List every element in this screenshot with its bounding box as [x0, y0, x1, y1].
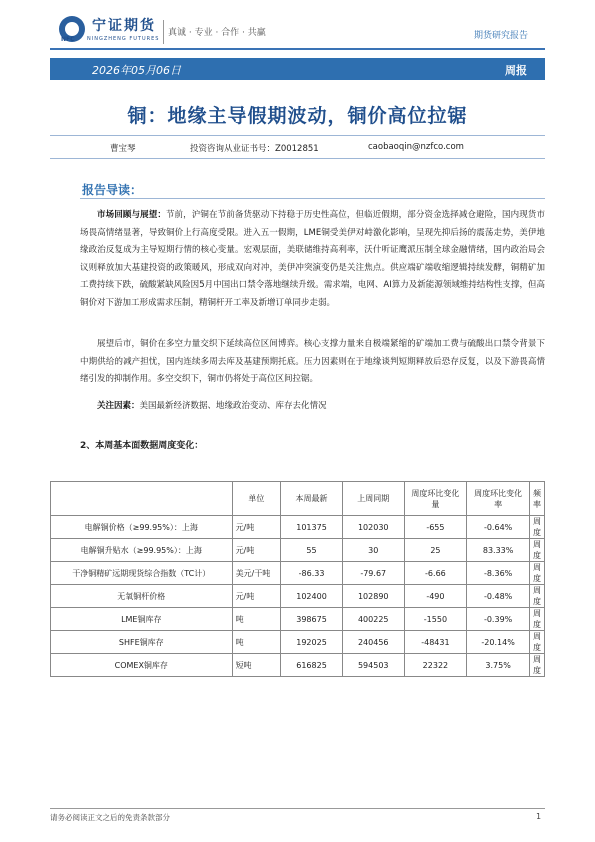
table-cell: -0.39%	[467, 608, 530, 631]
author-line	[50, 135, 545, 159]
table-cell: 616825	[281, 654, 343, 677]
table-cell: -6.66	[404, 562, 467, 585]
table-cell: 22322	[404, 654, 467, 677]
report-kind: 周报	[505, 64, 527, 77]
focus-text: 美国最新经济数据、地缘政治变动、库存去化情况	[139, 401, 327, 411]
report-title: 铜：地缘主导假期波动，铜价高位拉锯	[127, 105, 468, 127]
company-name-en: NINGZHENG FUTURES	[87, 36, 160, 42]
table-cell: 3.75%	[467, 654, 530, 677]
report-date: 2026年05月06日	[92, 64, 181, 77]
header-rule	[50, 48, 545, 50]
table-cell: -20.14%	[467, 631, 530, 654]
author-name: 曹宝琴	[110, 144, 136, 154]
table-cell: 美元/干吨	[232, 562, 281, 585]
table-cell: 83.33%	[467, 539, 530, 562]
header-divider	[163, 20, 164, 44]
header-cell: 上周同期	[342, 482, 404, 516]
table-cell: -8.36%	[467, 562, 530, 585]
table-cell: 102400	[281, 585, 343, 608]
table-cell: 元/吨	[232, 585, 281, 608]
table-cell: 周度	[530, 608, 545, 631]
header-cell: 周度环比变化率	[467, 482, 530, 516]
table-cell: 元/吨	[232, 539, 281, 562]
table-row	[51, 539, 545, 562]
table-cell: -79.67	[342, 562, 404, 585]
header-cell: 周度环比变化量	[404, 482, 467, 516]
table-cell: 周度	[530, 654, 545, 677]
table-cell: 192025	[281, 631, 343, 654]
header-cell: 本周最新	[281, 482, 343, 516]
table-cell: 周度	[530, 585, 545, 608]
table-row	[51, 516, 545, 539]
intro-heading: 报告导读：	[82, 183, 143, 197]
table-cell: -48431	[404, 631, 467, 654]
page-number: 1	[536, 812, 542, 821]
row-label-cell: SHFE铜库存	[51, 631, 233, 654]
table-cell: -0.64%	[467, 516, 530, 539]
date-bar	[50, 58, 545, 80]
author-email[interactable]: caobaoqin@nzfco.com	[368, 142, 464, 152]
table-cell: -1550	[404, 608, 467, 631]
header-cell: 单位	[232, 482, 281, 516]
table-row	[51, 562, 545, 585]
author-license: 投资咨询从业证书号：Z0012851	[190, 144, 319, 154]
table-cell: 周度	[530, 562, 545, 585]
table-cell: 398675	[281, 608, 343, 631]
table-cell: 吨	[232, 608, 281, 631]
table-row	[51, 585, 545, 608]
table-header-row	[51, 482, 545, 516]
slogan: 真诚 · 专业 · 合作 · 共赢	[168, 28, 266, 38]
table-cell: 周度	[530, 631, 545, 654]
table-cell: 400225	[342, 608, 404, 631]
table-row	[51, 608, 545, 631]
table-row	[51, 654, 545, 677]
table-cell: 周度	[530, 516, 545, 539]
table-cell: 240456	[342, 631, 404, 654]
market-review-paragraph	[80, 207, 545, 313]
company-abbr: NFC	[61, 36, 75, 43]
table-cell: 102030	[342, 516, 404, 539]
focus-label: 关注因素：	[97, 401, 140, 411]
table-cell: 元/吨	[232, 516, 281, 539]
report-category: 期货研究报告	[474, 31, 529, 41]
table-cell: 594503	[342, 654, 404, 677]
row-label-cell: LME铜库存	[51, 608, 233, 631]
market-review-text: 节前，沪铜在节前备货驱动下持稳于历史性高位，但临近假期，部分资金选择减仓避险，国内现货市场畏高情绪显著，导致铜价上行高度受限。进入五一假期，LME铜受美伊对峙激化影响，呈现先抑后扬的震荡走势，美伊地缘政治反复成为主导短期行情的核心变量。宏观层面，美联储维持高利率，沃什听证鹰派压制全球金融情绪，国内政治局会议则释放加大基建投资的政策暖风，形成双向对冲，美伊冲突演变仍是关注焦点。供应端矿端收缩逻辑持续发酵，铜精矿加工费持续下跌，硫酸紧缺风险因5月中国出口禁令落地继续升级。需求端，电网、AI算力及新能源领域维持结构性支撑，但高铜价对下游加工形成需求压制，精铜杆开工率及新增订单同步走弱。	[80, 210, 545, 308]
company-name: 宁证期货	[92, 18, 156, 34]
footer-rule	[50, 808, 545, 809]
table-cell: -86.33	[281, 562, 343, 585]
table-cell: 吨	[232, 631, 281, 654]
intro-rule	[80, 198, 545, 199]
market-review-label: 市场回顾与展望：	[97, 210, 166, 220]
header-cell	[51, 482, 233, 516]
table-cell: 30	[342, 539, 404, 562]
row-label-cell: 电解铜升贴水（≥99.95%）：上海	[51, 539, 233, 562]
table-cell: 25	[404, 539, 467, 562]
row-label-cell: 电解铜价格（≥99.95%）：上海	[51, 516, 233, 539]
row-label-cell: 干净铜精矿远期现货综合指数（TC计）	[51, 562, 233, 585]
table-cell: -0.48%	[467, 585, 530, 608]
section2-title: 2、本周基本面数据周度变化：	[80, 441, 204, 451]
table-cell: 55	[281, 539, 343, 562]
row-label-cell: COMEX铜库存	[51, 654, 233, 677]
focus-paragraph	[80, 398, 545, 416]
header-cell: 频率	[530, 482, 545, 516]
table-cell: 周度	[530, 539, 545, 562]
row-label-cell: 无氧铜杆价格	[51, 585, 233, 608]
table-cell: -655	[404, 516, 467, 539]
table-row	[51, 631, 545, 654]
table-cell: 102890	[342, 585, 404, 608]
weekly-data-table	[50, 481, 545, 677]
table-cell: 101375	[281, 516, 343, 539]
table-cell: -490	[404, 585, 467, 608]
outlook-paragraph: 展望后市，铜价在多空力量交织下延续高位区间博弈。核心支撑力量来自极端紧缩的矿端加工费与硫酸出口禁令背景下中期供给的减产担忧，国内连续多周去库及基建预期托底。压力因素则在于地缘谈判短期释放后恐存反复，以及下游畏高情绪引发的抑制作用。多空交织下，铜市仍将处于高位区间拉锯。	[80, 339, 545, 385]
table-cell: 短吨	[232, 654, 281, 677]
footer-disclaimer: 请务必阅读正文之后的免责条款部分	[50, 813, 170, 822]
